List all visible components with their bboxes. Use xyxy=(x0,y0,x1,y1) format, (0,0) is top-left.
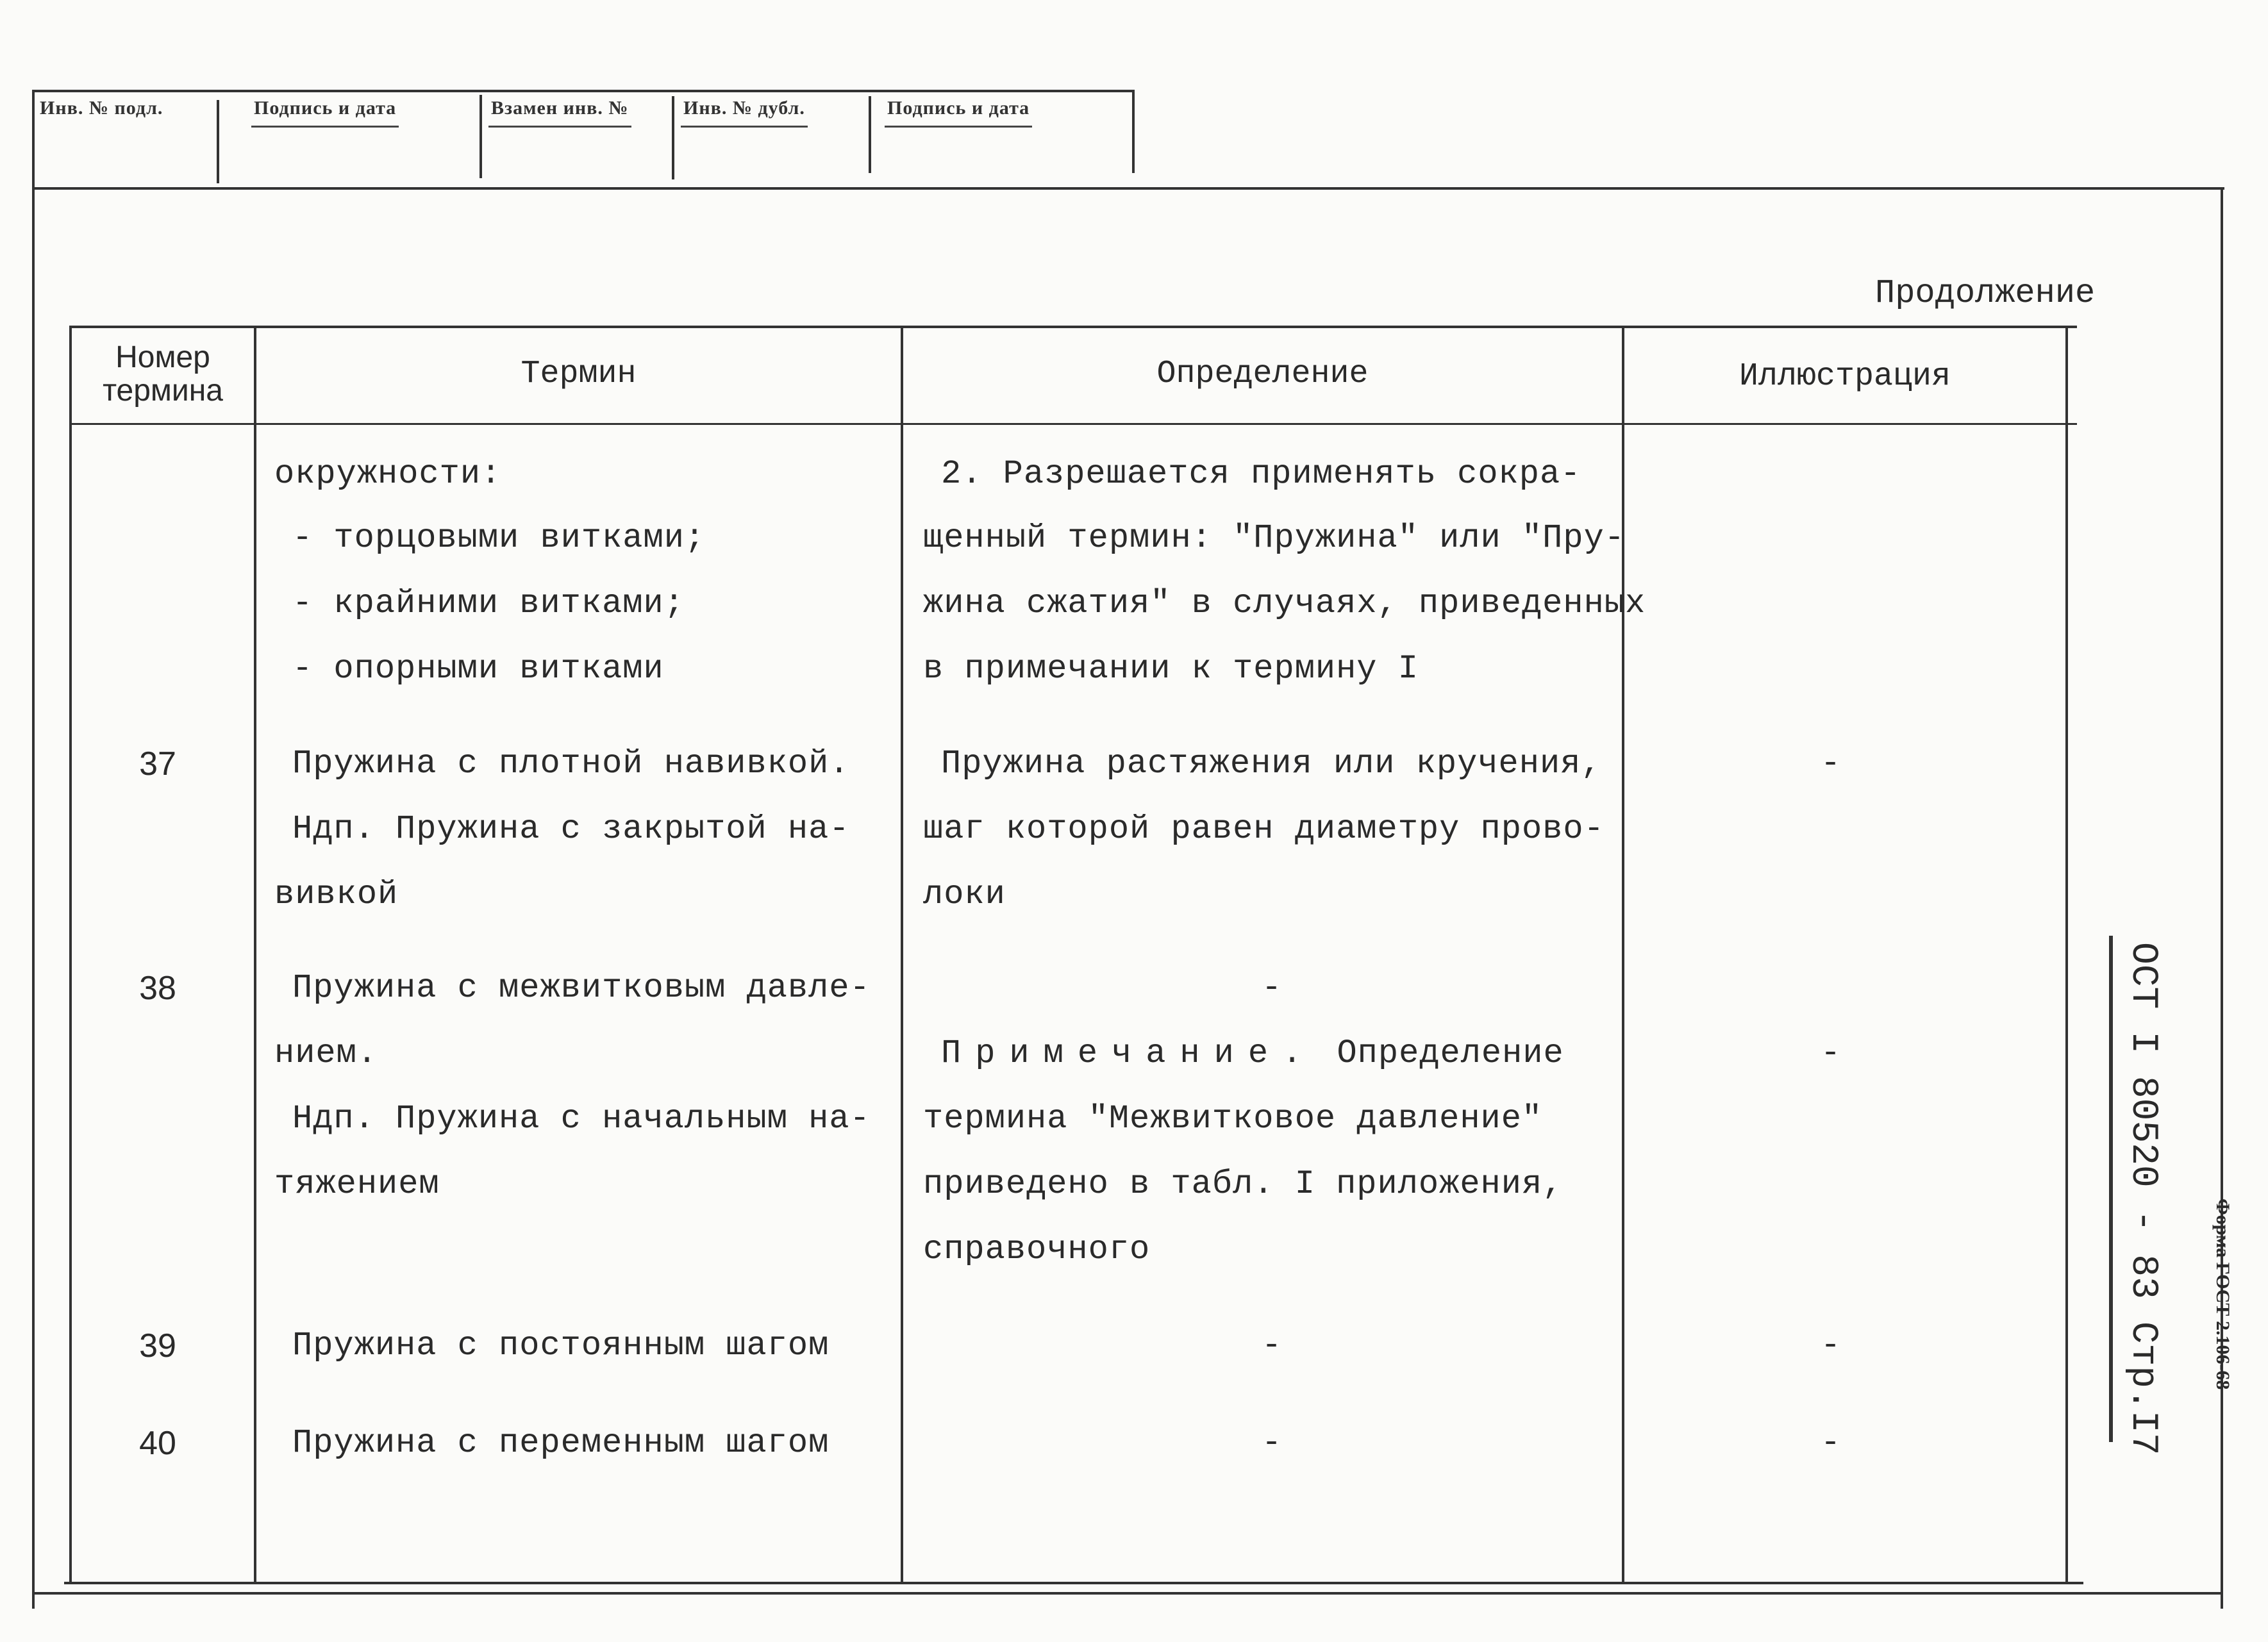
stamp-signature-label: Подпись и дата xyxy=(251,97,399,128)
definition-line: локи xyxy=(923,875,1006,913)
term-number: 40 xyxy=(139,1425,176,1462)
stamp-signature2-label: Подпись и дата xyxy=(885,97,1032,128)
illustration-dash: - xyxy=(1821,1424,1841,1462)
header-number xyxy=(72,341,254,408)
definition-line: термина "Межвитковое давление" xyxy=(923,1100,1543,1138)
term-line: тяжением xyxy=(274,1165,440,1203)
term-line: Пружина с плотной навивкой. xyxy=(292,745,850,783)
term-line: Пружина с постоянным шагом xyxy=(292,1327,830,1364)
header-term: Термин xyxy=(521,356,637,392)
term-line: вивкой xyxy=(274,875,399,913)
term-line: нием. xyxy=(274,1034,378,1072)
header-illustration: Иллюстрация xyxy=(1739,358,1951,395)
term-line: Ндп. Пружина с закрытой на- xyxy=(292,810,850,848)
term-number: 37 xyxy=(139,745,176,783)
term-number: 38 xyxy=(139,970,176,1007)
definition-line: щенный термин: "Пружина" или "Пру- xyxy=(923,519,1625,557)
illustration-dash: - xyxy=(1821,745,1841,783)
stamp-dup-label: Инв. № дубл. xyxy=(681,97,808,128)
term-line: Ндп. Пружина с начальным на- xyxy=(292,1100,871,1138)
definition-dash: - xyxy=(1262,1327,1282,1364)
note-label: Примечание. xyxy=(941,1034,1317,1072)
continuation-label: Продолжение xyxy=(1875,274,2096,312)
definition-line: жина сжатия" в случаях, приведенных xyxy=(923,585,1646,622)
header-number-line1: Номер xyxy=(115,340,210,374)
definition-line: приведено в табл. I приложения, xyxy=(923,1165,1563,1203)
definition-line: шаг которой равен диаметру прово- xyxy=(923,810,1605,848)
form-label: Форма ГОСТ 2.106-68 xyxy=(2212,1198,2233,1390)
term-line: окружности: xyxy=(274,455,502,493)
doc-number-rule xyxy=(2109,936,2113,1442)
definition-line: Определение xyxy=(1316,1034,1564,1072)
term-line: - опорными витками xyxy=(292,650,664,688)
stamp-inv-label: Инв. № подл. xyxy=(40,97,163,119)
term-line: - торцовыми витками; xyxy=(292,519,706,557)
illustration-dash: - xyxy=(1821,1034,1841,1072)
term-number: 39 xyxy=(139,1327,176,1364)
stamp-replace-label: Взамен инв. № xyxy=(488,97,631,128)
definition-dash: - xyxy=(1262,969,1282,1007)
illustration-dash: - xyxy=(1821,1327,1841,1364)
definition-line: Пружина растяжения или кручения, xyxy=(941,745,1602,783)
definition-dash: - xyxy=(1262,1424,1282,1462)
note-line xyxy=(941,1034,1564,1072)
header-number-line2: термина xyxy=(103,374,223,408)
definition-line: 2. Разрешается применять сокра- xyxy=(941,455,1581,493)
definition-line: справочного xyxy=(923,1231,1151,1268)
term-line: - крайними витками; xyxy=(292,585,685,622)
definition-line: в примечании к термину I xyxy=(923,650,1419,688)
doc-number: ОСТ I 80520 - 83 Стр.I7 xyxy=(2122,942,2164,1455)
term-line: Пружина с межвитковым давле- xyxy=(292,969,871,1007)
header-definition: Определение xyxy=(1156,356,1369,392)
term-line: Пружина с переменным шагом xyxy=(292,1424,830,1462)
